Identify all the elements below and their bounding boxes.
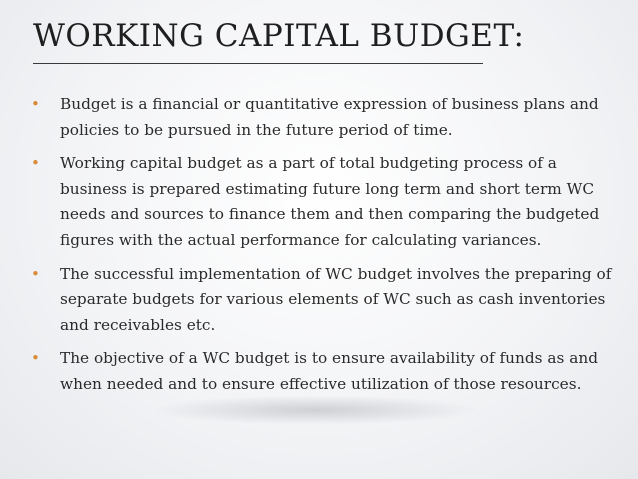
- bullet-text: The successful implementation of WC budget involves the preparing of separate budgets for various elements of WC such as cash inventories and receivables etc.: [60, 264, 612, 334]
- bullet-dot-icon: •: [31, 349, 40, 368]
- bullet-text: The objective of a WC budget is to ensure availability of funds as and when needed and to ensure effective utilization of those resources.: [60, 349, 598, 393]
- bullet-item: [30, 346, 620, 397]
- bullet-dot-icon: •: [31, 154, 40, 173]
- bullet-item: [30, 92, 620, 143]
- bullet-dot-icon: •: [31, 264, 40, 283]
- bullet-text: Budget is a financial or quantitative expression of business plans and policies to be pursued in the future period of time.: [60, 95, 599, 139]
- bullet-item: [30, 262, 620, 339]
- title-underline: [33, 63, 483, 64]
- bullet-list: [30, 92, 620, 406]
- bullet-text: Working capital budget as a part of total budgeting process of a business is prepared estimating future long term and short term WC needs and sources to finance them and then comparing the budgeted figures with the actual performance for calculating variances.: [60, 154, 600, 249]
- bullet-item: [30, 151, 620, 253]
- slide-title: WORKING CAPITAL BUDGET:: [33, 18, 525, 54]
- bullet-dot-icon: •: [31, 95, 40, 113]
